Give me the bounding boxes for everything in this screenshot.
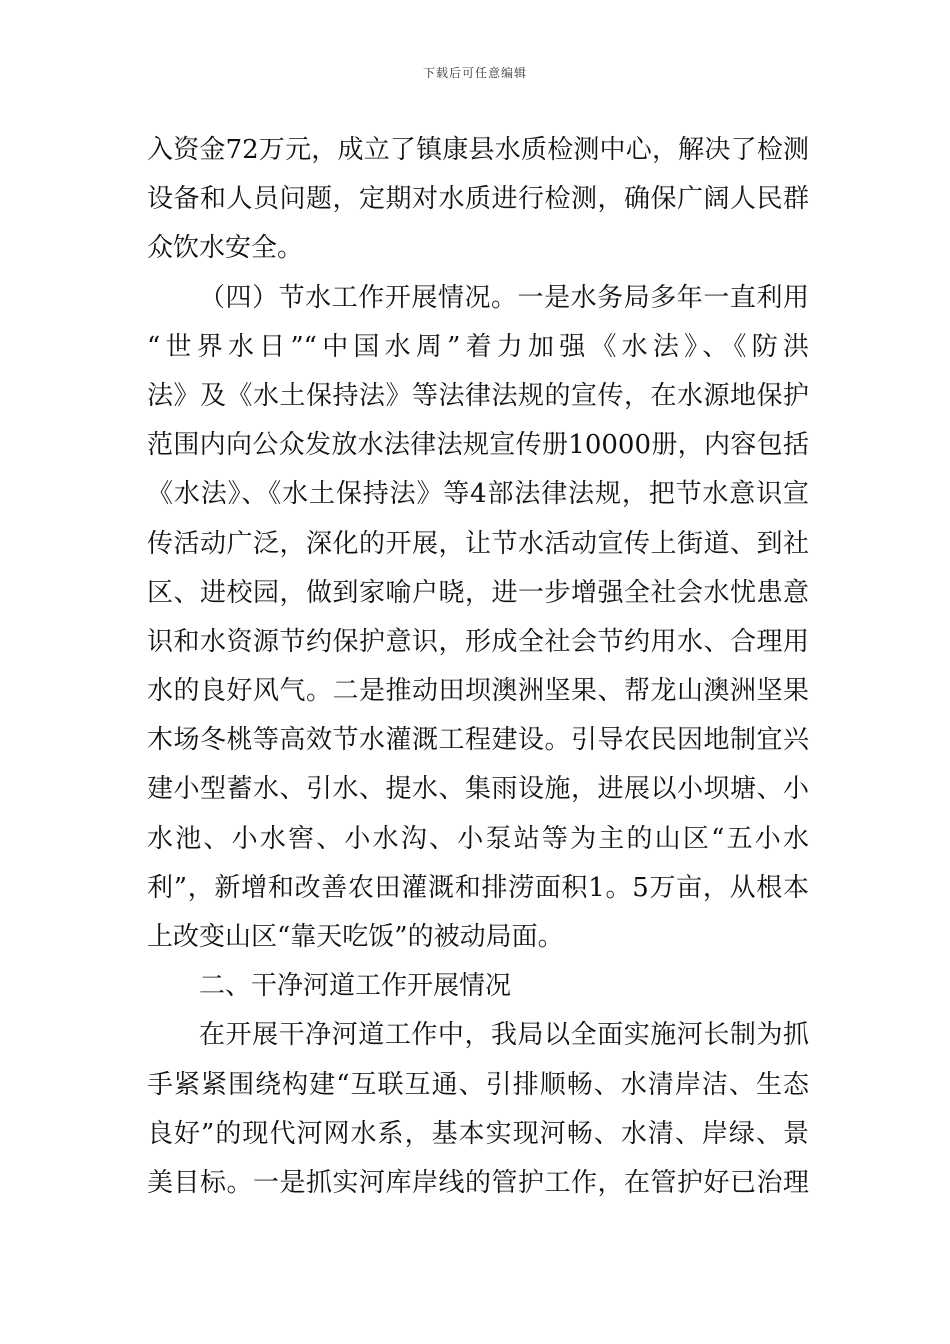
text-line: 范围内向公众发放水法律法规宣传册10000册，内容包括	[147, 430, 809, 461]
text-line: 传活动广泛，深化的开展，让节水活动宣传上街道、到社	[147, 528, 809, 559]
text-line: 入资金72万元，成立了镇康县水质检测中心，解决了检测	[147, 135, 809, 165]
text-line: 美目标。一是抓实河库岸线的管护工作，在管护好已治理	[147, 1167, 809, 1198]
document-body	[147, 126, 809, 1208]
text-line: 手紧紧围绕构建“互联互通、引排顺畅、水清岸洁、生态	[147, 1069, 809, 1100]
text-line: 上改变山区“靠天吃饭”的被动局面。	[147, 922, 564, 952]
text-line: 良好”的现代河网水系，基本实现河畅、水清、岸绿、景	[147, 1118, 809, 1149]
text-line: 在开展干净河道工作中，我局以全面实施河长制为抓	[199, 1020, 809, 1051]
text-line: （四）节水工作开展情况。一是水务局多年一直利用	[199, 282, 809, 313]
page-header: 下载后可任意编辑	[422, 66, 527, 80]
text-line: 水池、小水窖、小水沟、小泵站等为主的山区“五小水	[147, 823, 809, 854]
text-line: 众饮水安全。	[147, 233, 304, 264]
text-line: 识和水资源节约保护意识，形成全社会节约用水、合理用	[147, 626, 809, 657]
text-line: 建小型蓄水、引水、提水、集雨设施，进展以小坝塘、小	[147, 774, 809, 805]
text-line: 利”，新增和改善农田灌溉和排涝面积1。5万亩，从根本	[147, 872, 809, 903]
text-line: 二、干净河道工作开展情况	[199, 971, 512, 1002]
text-line: 区、进校园，做到家喻户晓，进一步增强全社会水忧患意	[147, 577, 809, 608]
text-line: 《水法》、《水土保持法》等4部法律法规，把节水意识宣	[147, 479, 809, 510]
text-line: 木场冬桃等高效节水灌溉工程建设。引导农民因地制宜兴	[147, 725, 809, 756]
text-line: 设备和人员问题，定期对水质进行检测，确保广阔人民群	[147, 184, 809, 215]
text-line: 水的良好风气。二是推动田坝澳洲坚果、帮龙山澳洲坚果	[147, 676, 809, 707]
text-line: “世界水日”“中国水周”着力加强《水法》、《防洪	[147, 331, 809, 362]
text-line: 法》及《水土保持法》等法律法规的宣传，在水源地保护	[147, 380, 809, 411]
